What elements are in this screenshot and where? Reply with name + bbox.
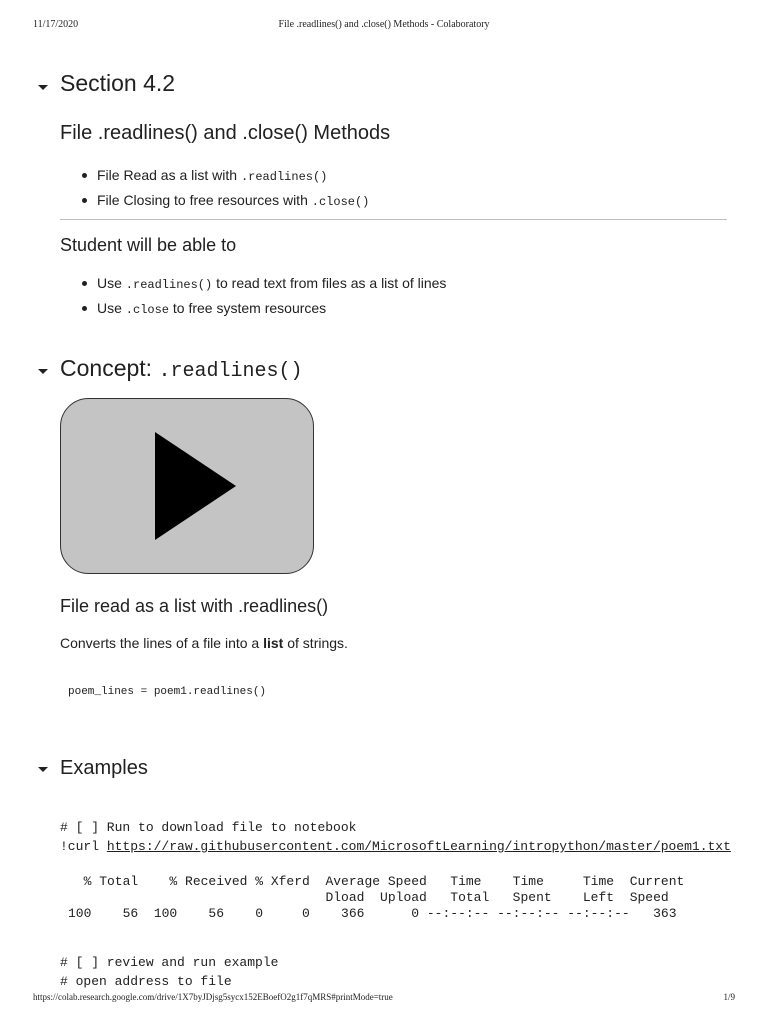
list-item: Use .close to free system resources <box>60 298 720 323</box>
print-title: File .readlines() and .close() Methods - Colaboratory <box>278 19 490 30</box>
section-title: Section 4.2 <box>60 70 176 96</box>
overview-list <box>60 165 720 215</box>
concept-description: Converts the lines of a file into a list of strings. <box>60 635 348 651</box>
concept-subheading: File read as a list with .readlines() <box>60 596 329 616</box>
section-subtitle: File .readlines() and .close() Methods <box>60 122 391 144</box>
code-cell-download[interactable]: # [ ] Run to download file to notebook !curl https://raw.githubusercontent.com/MicrosoftLearning/intropython/master/poem1.txt <box>60 820 731 854</box>
poem-url-link[interactable]: https://raw.githubusercontent.com/MicrosoftLearning/intropython/master/poem1.txt <box>106 839 731 854</box>
code-sample: poem_lines = poem1.readlines() <box>68 686 267 698</box>
collapse-caret-icon[interactable] <box>38 85 48 90</box>
code-cell-example[interactable]: # [ ] review and run example # open address to file <box>60 955 279 989</box>
divider <box>60 219 727 220</box>
print-date: 11/17/2020 <box>33 19 79 30</box>
objectives-list <box>60 273 720 323</box>
list-item: File Read as a list with .readlines() <box>60 165 720 190</box>
page-number: 1/9 <box>723 992 735 1002</box>
objectives-heading: Student will be able to <box>60 235 237 255</box>
list-item: File Closing to free resources with .close() <box>60 190 720 215</box>
video-player[interactable] <box>60 398 314 574</box>
video-thumbnail <box>60 398 314 574</box>
print-footer-url: https://colab.research.google.com/drive/1X7byJDjsg5sycx152EBoefO2g1f7qMRS#printMode=true <box>33 992 393 1002</box>
concept-title: Concept: .readlines() <box>60 355 303 383</box>
collapse-caret-icon[interactable] <box>38 767 48 772</box>
list-item: Use .readlines() to read text from files as a list of lines <box>60 273 720 298</box>
examples-title: Examples <box>60 757 148 779</box>
collapse-caret-icon[interactable] <box>38 369 48 374</box>
cell-output: % Total % Received % Xferd Average Speed Time Time Time Current Dload Upload Total Spent Left Speed 100 56 100 56 0 0 366 0 --:--:-- --:--:-- --:--:-- 363 <box>68 874 685 921</box>
